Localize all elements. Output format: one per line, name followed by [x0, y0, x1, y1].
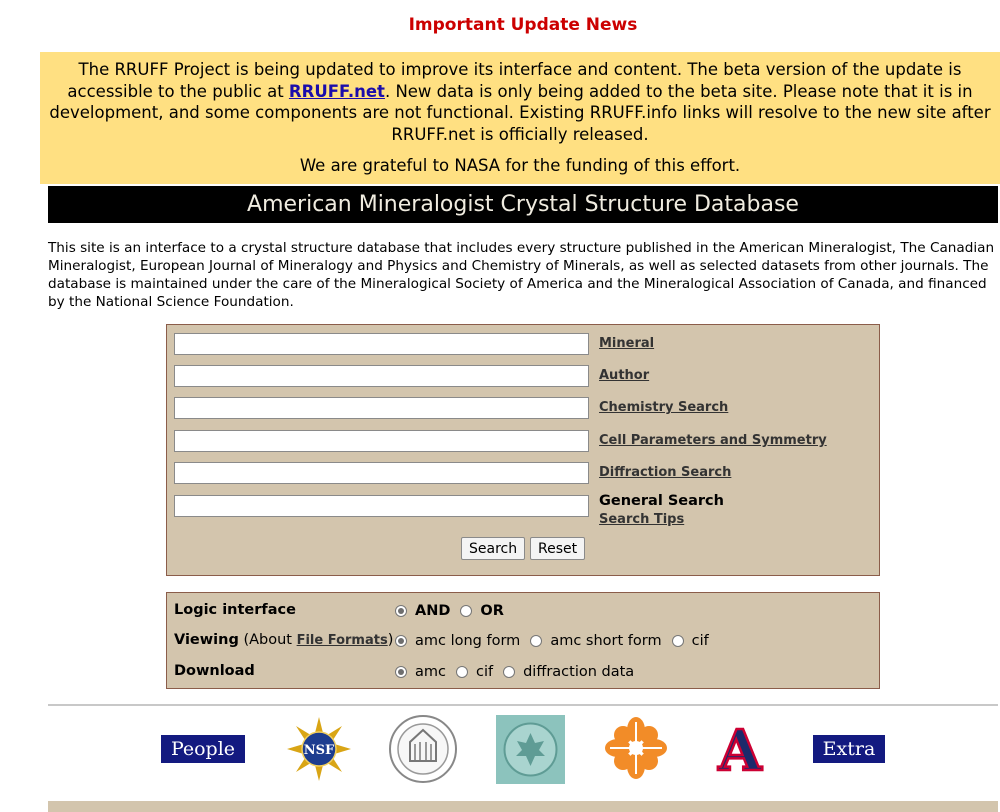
- search-button[interactable]: Search: [461, 537, 525, 560]
- amc-long-form-label: amc long form: [415, 633, 521, 649]
- mac-logo-link[interactable]: [496, 715, 565, 784]
- cell-parameters-input[interactable]: [174, 430, 589, 452]
- author-input[interactable]: [174, 365, 589, 387]
- general-search-label: General Search: [599, 493, 724, 509]
- update-notice: [40, 52, 1000, 184]
- diffraction-input[interactable]: [174, 462, 589, 484]
- general-search-input[interactable]: [174, 495, 589, 517]
- footer-divider: [48, 704, 998, 706]
- chemistry-search-link[interactable]: Chemistry Search: [599, 400, 729, 415]
- diffraction-search-link[interactable]: Diffraction Search: [599, 465, 732, 480]
- viewing-row: [174, 630, 874, 652]
- reset-button[interactable]: Reset: [530, 537, 585, 560]
- arizona-logo-letter: A: [718, 720, 762, 776]
- important-update-heading: Important Update News: [408, 15, 638, 35]
- people-logo-link[interactable]: People: [161, 735, 245, 763]
- mineral-link[interactable]: Mineral: [599, 336, 655, 351]
- rruff-star-icon: [604, 716, 668, 780]
- download-choices: [395, 661, 644, 683]
- mineral-input[interactable]: [174, 333, 589, 355]
- logic-or-label: OR: [480, 603, 504, 619]
- download-cif-radio[interactable]: [456, 666, 468, 678]
- amc-short-form-radio[interactable]: [530, 635, 542, 647]
- logic-label-text: Logic interface: [174, 602, 296, 618]
- download-amc-label: amc: [415, 664, 446, 680]
- viewing-about-suffix: ): [387, 632, 394, 648]
- msa-seal-icon: [388, 714, 458, 784]
- search-tips-link[interactable]: Search Tips: [599, 512, 685, 527]
- logic-choices: [395, 600, 514, 622]
- mac-seal-icon: [496, 715, 565, 784]
- download-label-text: Download: [174, 663, 255, 679]
- file-formats-link[interactable]: File Formats: [296, 633, 388, 648]
- page-title: American Mineralogist Crystal Structure Database: [48, 186, 998, 223]
- author-link[interactable]: Author: [599, 368, 650, 383]
- search-panel: [166, 324, 880, 576]
- bottom-panel-edge: [48, 801, 998, 812]
- msa-logo-link[interactable]: [388, 714, 458, 784]
- extra-logo-link[interactable]: Extra: [813, 735, 885, 763]
- nsf-logo-link[interactable]: [286, 716, 352, 782]
- notice-text-2: . New data is only being added to the beta site. Please note that it is in development, and some components are not functional. Existing RRUFF.info links will resolve to the new site after RRUFF.net is officially released.: [49, 81, 991, 144]
- logic-and-label: AND: [415, 603, 451, 619]
- intro-paragraph: This site is an interface to a crystal structure database that includes every structure published in the American Mineralogist, The Canadian Mineralogist, European Journal of Mineralogy and Physics and Chemistry of Minerals, as well as selected datasets from other journals. The database is maintained under the care of the Mineralogical Society of America and the Mineralogical Association of Canada, and financed by the National Science Foundation.: [48, 240, 995, 310]
- chemistry-input[interactable]: [174, 397, 589, 419]
- view-cif-label: cif: [691, 633, 709, 649]
- nsf-logo-icon: [286, 716, 352, 782]
- logic-or-radio[interactable]: [460, 605, 472, 617]
- viewing-label: [174, 632, 393, 648]
- options-panel: [166, 592, 880, 689]
- download-label: [174, 663, 255, 679]
- download-diffraction-label: diffraction data: [523, 664, 635, 680]
- cell-parameters-link[interactable]: Cell Parameters and Symmetry: [599, 433, 827, 448]
- notice-thanks: We are grateful to NASA for the funding of this effort.: [299, 156, 741, 175]
- arizona-logo-link[interactable]: [710, 720, 774, 776]
- logic-and-radio[interactable]: [395, 605, 407, 617]
- viewing-choices: [395, 630, 719, 652]
- view-cif-radio[interactable]: [672, 635, 684, 647]
- download-cif-label: cif: [475, 664, 494, 680]
- nsf-logo-text: NSF: [303, 743, 335, 758]
- viewing-about-prefix: (About: [243, 632, 297, 648]
- arizona-a-icon: [710, 720, 774, 776]
- logic-label: [174, 602, 296, 618]
- viewing-label-text: Viewing: [174, 632, 239, 648]
- download-row: [174, 661, 874, 683]
- rruff-logo-link[interactable]: [604, 716, 668, 780]
- amc-short-form-label: amc short form: [550, 633, 662, 649]
- download-diffraction-radio[interactable]: [503, 666, 515, 678]
- download-amc-radio[interactable]: [395, 666, 407, 678]
- amc-long-form-radio[interactable]: [395, 635, 407, 647]
- notice-text-1: The RRUFF Project is being updated to improve its interface and content. The beta version of the update is accessible to the public at: [67, 60, 962, 101]
- rruff-net-link[interactable]: RRUFF.net: [288, 81, 385, 101]
- logic-row: [174, 600, 874, 622]
